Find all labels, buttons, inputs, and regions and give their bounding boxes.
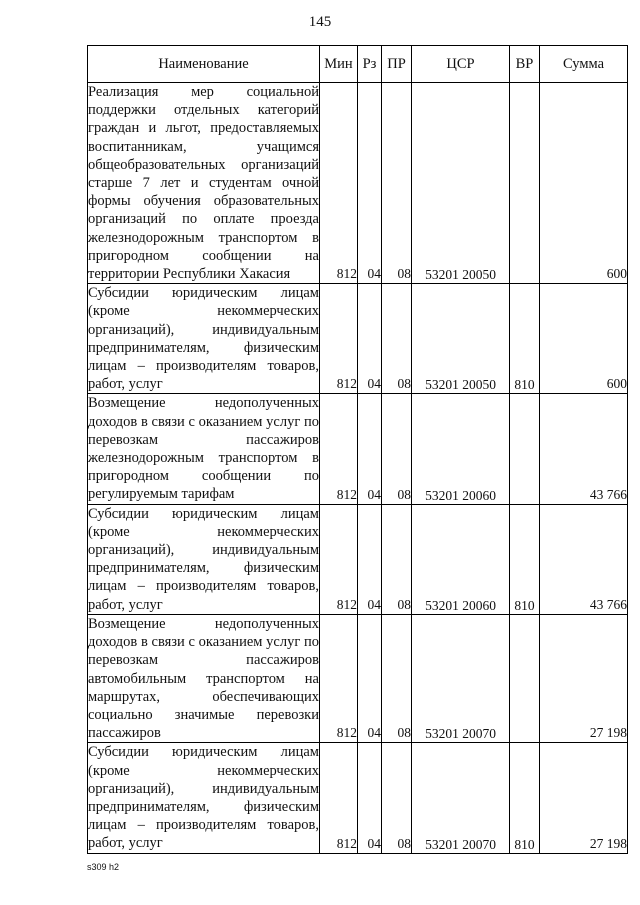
row-min: 812 [320, 284, 358, 394]
header-sum: Сумма [540, 46, 628, 83]
row-csr: 53201 20050 [412, 284, 510, 394]
header-pr: ПР [382, 46, 412, 83]
row-vr: 810 [510, 743, 540, 853]
page-number: 145 [308, 14, 332, 30]
row-min: 812 [320, 614, 358, 742]
row-name: Субсидии юридическим лицам (кроме некоммерческих организаций), индивидуальным предпринимателям, физическим лицам – производителям товаров, работ, услуг [88, 505, 319, 613]
row-rz: 04 [358, 504, 382, 614]
row-rz: 04 [358, 83, 382, 284]
budget-table [87, 45, 628, 854]
header-name: Наименование [88, 46, 320, 83]
table-row [88, 394, 628, 504]
row-pr: 08 [382, 284, 412, 394]
row-name: Возмещение недополученных доходов в связи с оказанием услуг по перевозкам пассажиров автомобильным транспортом на маршрутах, обеспечивающих социально значимые перевозки пассажиров [88, 615, 319, 742]
table-header-row [88, 46, 628, 83]
row-vr [510, 394, 540, 504]
header-min: Мин [320, 46, 358, 83]
row-csr: 53201 20060 [412, 504, 510, 614]
row-name: Субсидии юридическим лицам (кроме некоммерческих организаций), индивидуальным предпринимателям, физическим лицам – производителям товаров, работ, услуг [88, 285, 319, 393]
header-vr: ВР [510, 46, 540, 83]
table-row [88, 743, 628, 853]
row-sum: 27 198 [540, 614, 628, 742]
row-rz: 04 [358, 614, 382, 742]
header-csr: ЦСР [412, 46, 510, 83]
row-sum: 600 [540, 284, 628, 394]
header-rz: Рз [358, 46, 382, 83]
row-pr: 08 [382, 504, 412, 614]
row-name: Реализация мер социальной поддержки отдельных категорий граждан и льгот, предоставляемых воспитанникам, учащимся общеобразовательных организаций старше 7 лет и студентам очной формы обучения образовательных организаций по оплате проезда железнодорожным транспортом в пригородном сообщении на территории Республики Хакасия [88, 84, 319, 283]
row-csr: 53201 20050 [412, 83, 510, 284]
row-vr [510, 83, 540, 284]
table-row [88, 284, 628, 394]
row-vr [510, 614, 540, 742]
row-csr: 53201 20070 [412, 743, 510, 853]
row-csr: 53201 20060 [412, 394, 510, 504]
row-pr: 08 [382, 394, 412, 504]
row-sum: 600 [540, 83, 628, 284]
row-sum: 43 766 [540, 504, 628, 614]
table-row [88, 504, 628, 614]
row-pr: 08 [382, 83, 412, 284]
row-vr: 810 [510, 504, 540, 614]
row-min: 812 [320, 394, 358, 504]
row-pr: 08 [382, 614, 412, 742]
row-min: 812 [320, 83, 358, 284]
row-sum: 43 766 [540, 394, 628, 504]
table-row [88, 614, 628, 742]
row-vr: 810 [510, 284, 540, 394]
row-min: 812 [320, 504, 358, 614]
table-row [88, 83, 628, 284]
row-pr: 08 [382, 743, 412, 853]
row-min: 812 [320, 743, 358, 853]
row-sum: 27 198 [540, 743, 628, 853]
row-csr: 53201 20070 [412, 614, 510, 742]
row-rz: 04 [358, 284, 382, 394]
row-name: Возмещение недополученных доходов в связи с оказанием услуг по перевозкам пассажиров железнодорожным транспортом в пригородном сообщении по регулируемым тарифам [88, 395, 319, 503]
document-code: s309 h2 [87, 862, 120, 872]
row-rz: 04 [358, 743, 382, 853]
row-rz: 04 [358, 394, 382, 504]
row-name: Субсидии юридическим лицам (кроме некоммерческих организаций), индивидуальным предпринимателям, физическим лицам – производителям товаров, работ, услуг [88, 744, 319, 852]
